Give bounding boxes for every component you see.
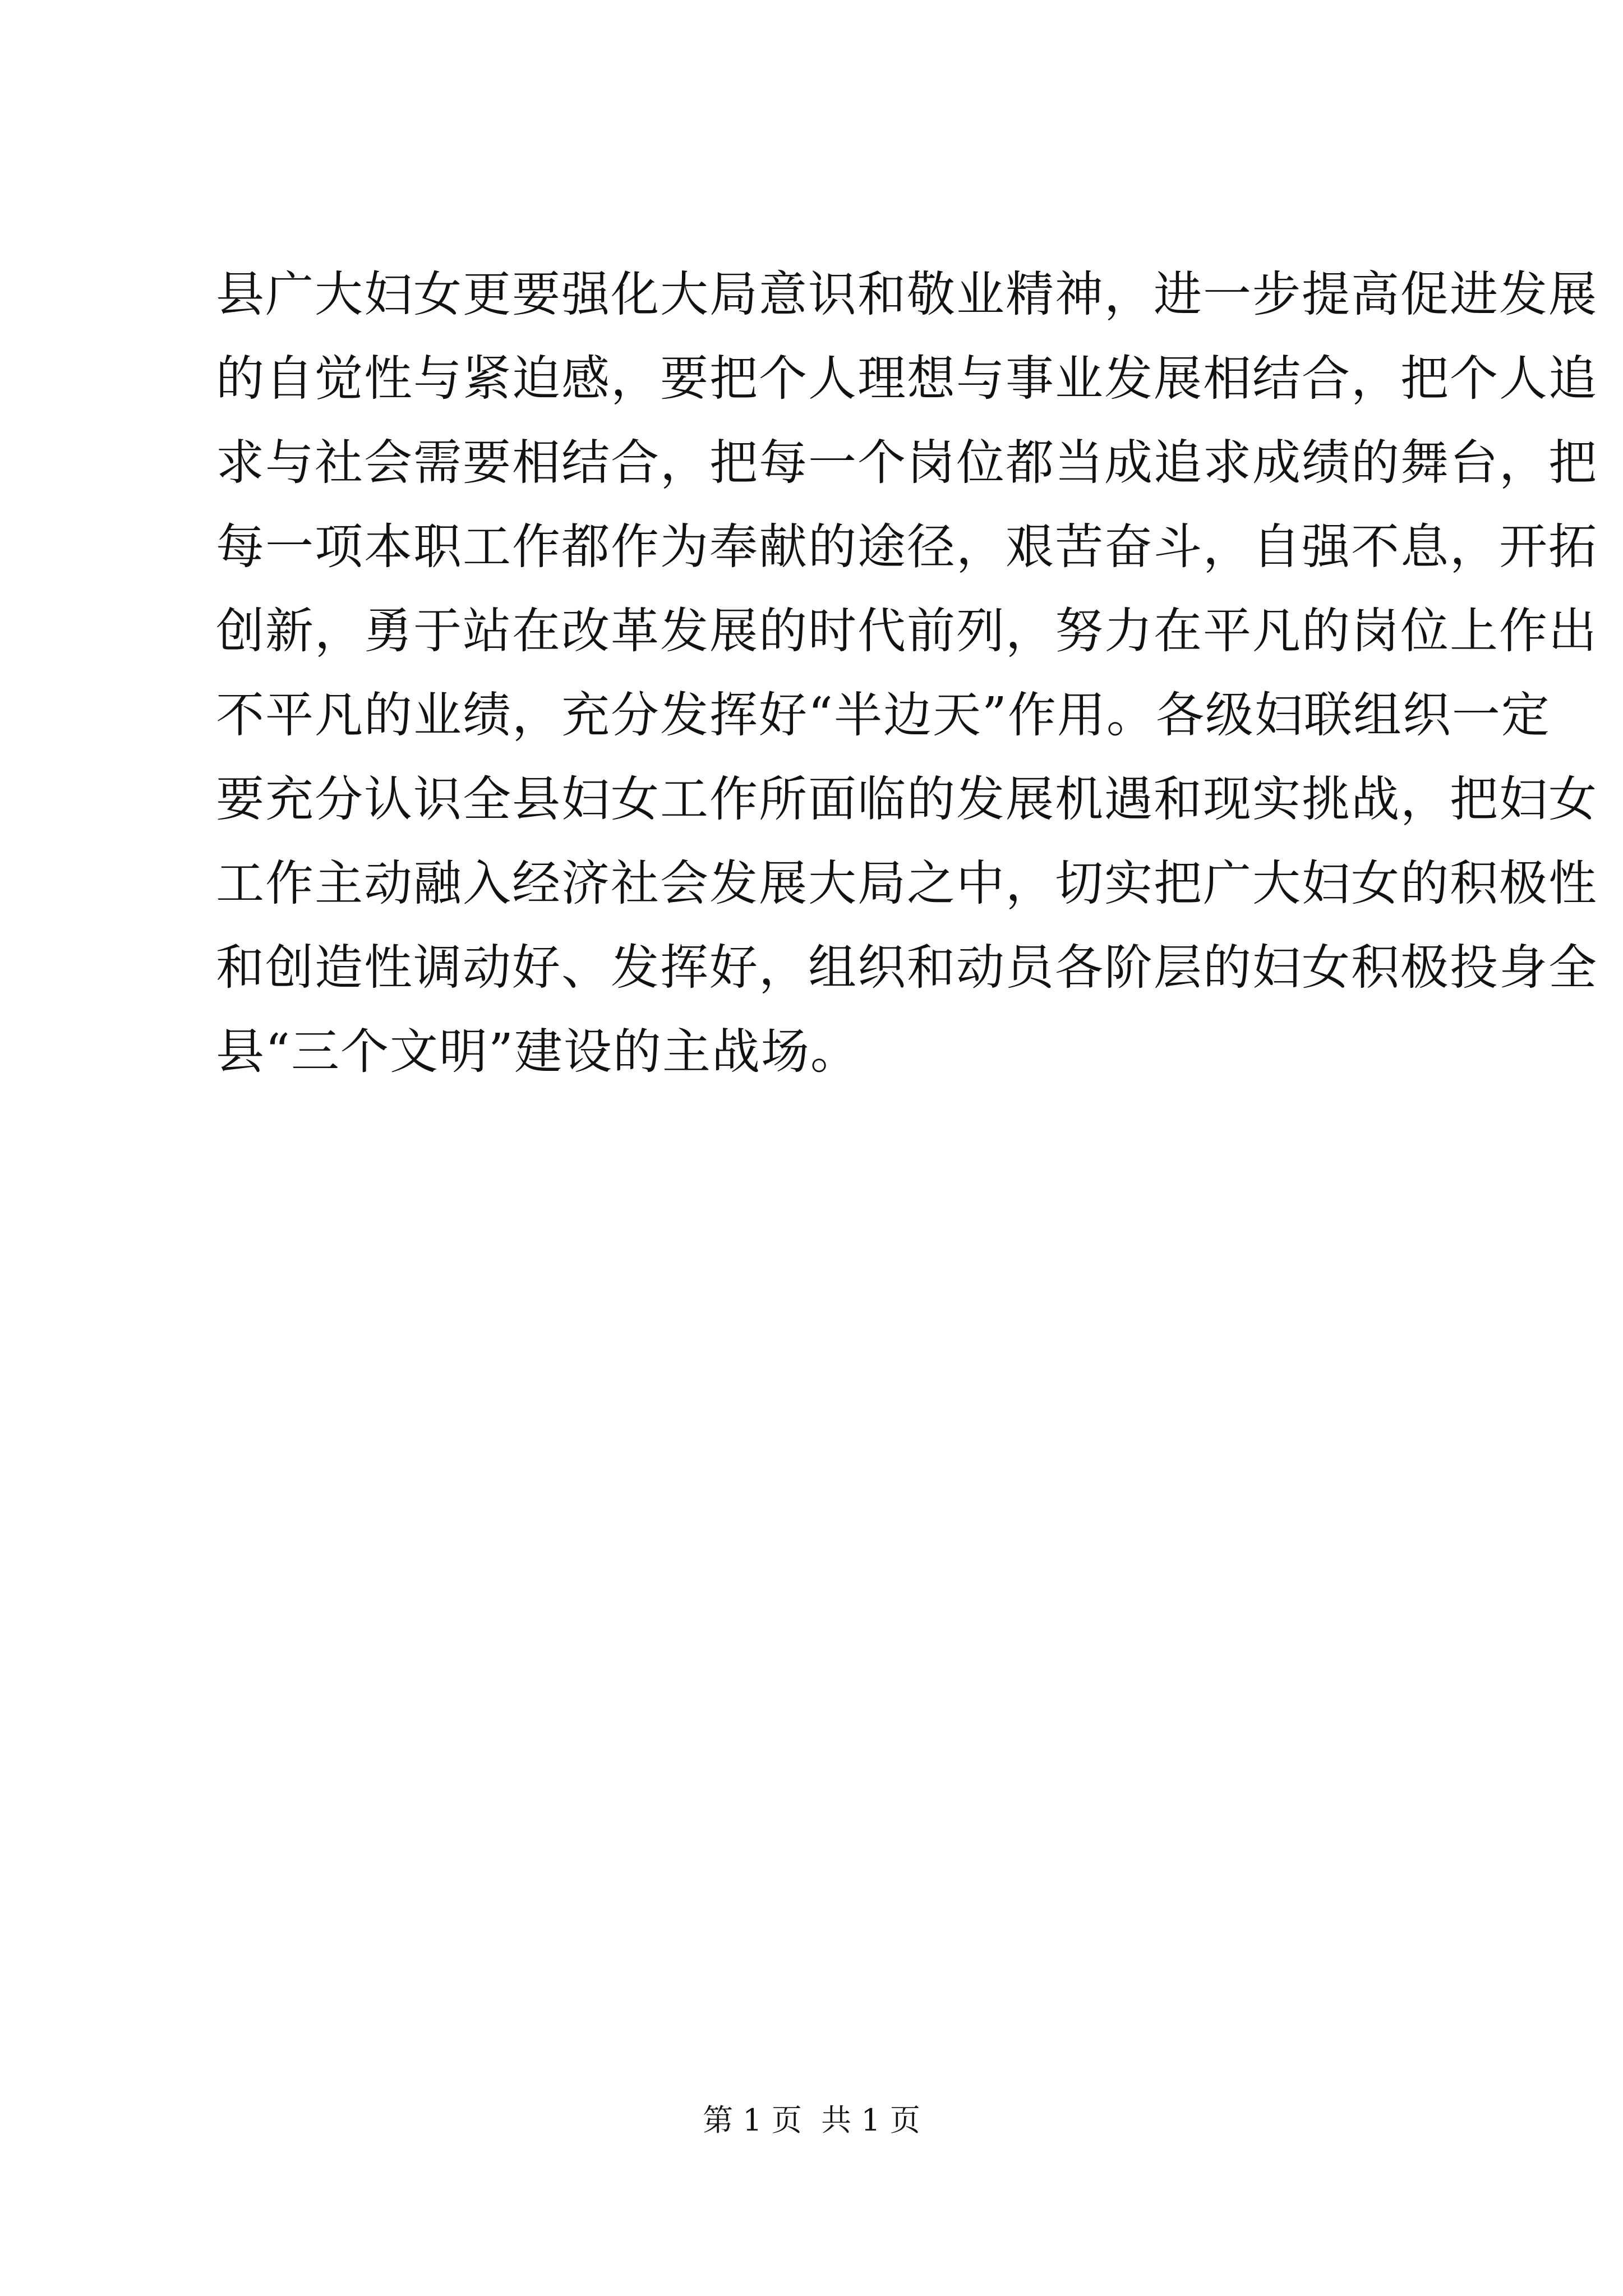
body-paragraph (216, 252, 1598, 1094)
page-number-label: 第 1 页 共 1 页 (703, 2102, 920, 2138)
paragraph-line: 县“三个文明”建设的主战场。 (216, 1024, 860, 1080)
paragraph-line: 县广大妇女更要强化大局意识和敬业精神，进一步提高促进发展 (216, 266, 1598, 323)
paragraph-line: 的自觉性与紧迫感，要把个人理想与事业发展相结合，把个人追 (216, 351, 1598, 407)
paragraph-line: 每一项本职工作都作为奉献的途径，艰苦奋斗，自强不息，开拓 (216, 519, 1598, 575)
paragraph-line: 要充分认识全县妇女工作所面临的发展机遇和现实挑战，把妇女 (216, 771, 1598, 827)
paragraph-line: 求与社会需要相结合，把每一个岗位都当成追求成绩的舞台，把 (216, 435, 1598, 491)
page-footer (0, 2098, 1623, 2143)
paragraph-line: 和创造性调动好、发挥好，组织和动员各阶层的妇女积极投身全 (216, 940, 1598, 996)
paragraph-line: 不平凡的业绩，充分发挥好“半边天”作用。各级妇联组织一定 (216, 687, 1551, 743)
paragraph-line: 工作主动融入经济社会发展大局之中，切实把广大妇女的积极性 (216, 855, 1598, 912)
paragraph-line: 创新，勇于站在改革发展的时代前列，努力在平凡的岗位上作出 (216, 603, 1598, 659)
